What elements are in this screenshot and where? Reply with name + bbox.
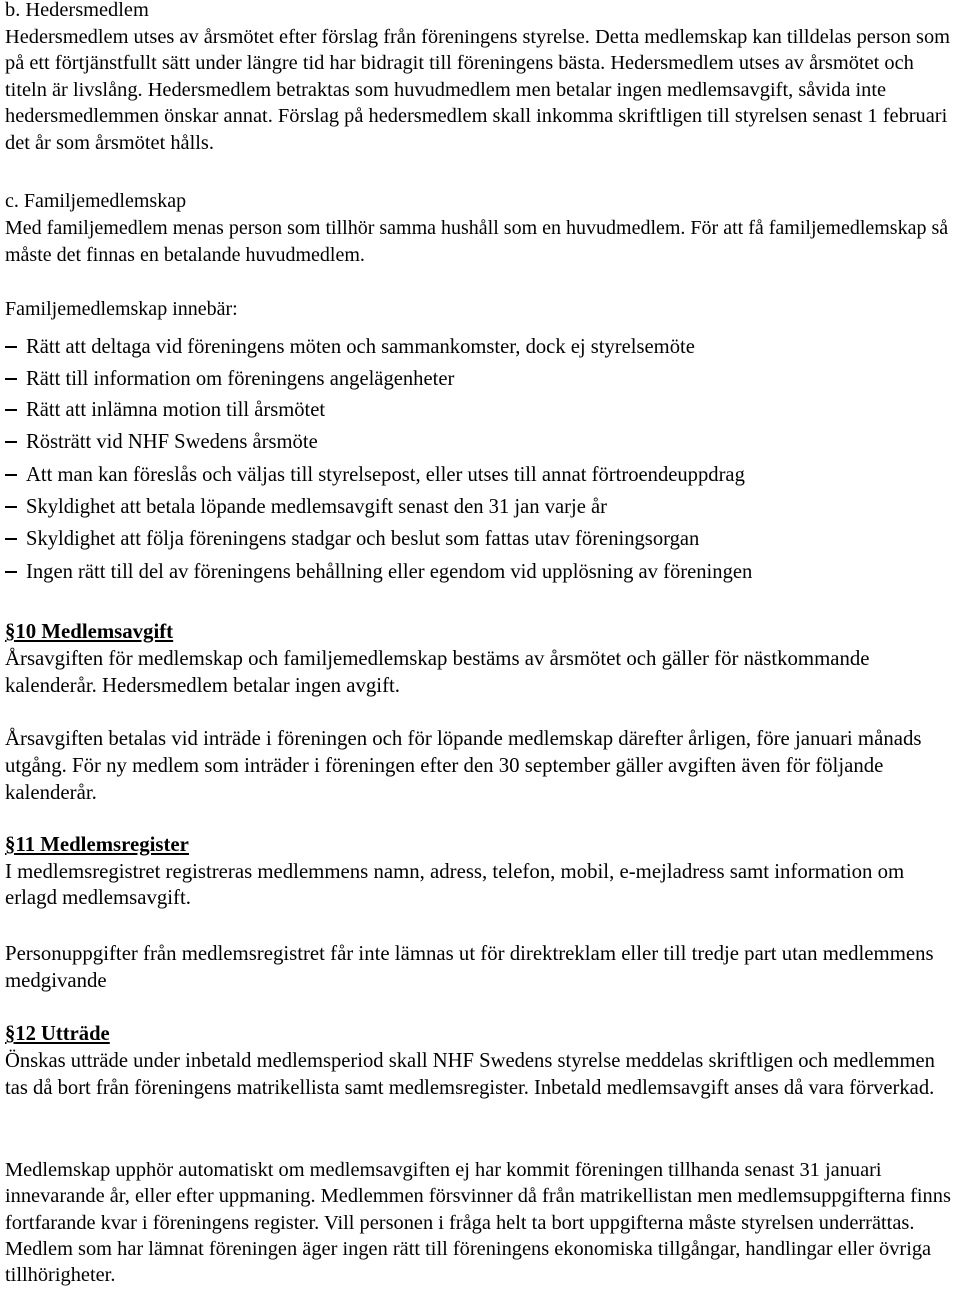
list-item: Ingen rätt till del av föreningens behållning eller egendom vid upplösning av föreningen	[5, 559, 752, 585]
dash-bullet	[5, 441, 17, 443]
section-10-paragraph: Årsavgiften betalas vid inträde i föreningen och för löpande medlemskap därefter årligen, före januari månads utgång. För ny medlem som inträder i föreningen efter den 30 september gäller avgiften även för följande kalenderår.	[5, 727, 922, 804]
familjemedlemskap-intro: Familjemedlemskap innebär:	[5, 298, 238, 320]
familjemedlemskap-body: Med familjemedlem menas person som tillhör samma hushåll som en huvudmedlem. För att få familjemedlemskap så måste det finnas en betalande huvudmedlem.	[5, 217, 949, 266]
section-11	[5, 832, 957, 912]
section-11-paragraph: Personuppgifter från medlemsregistret får inte lämnas ut för direktreklam eller till tredje part utan medlemmens medgivande	[5, 942, 934, 992]
list-item: Att man kan föreslås och väljas till styrelsepost, eller utses till annat förtroendeuppdrag	[5, 462, 745, 488]
list-item: Skyldighet att betala löpande medlemsavgift senast den 31 jan varje år	[5, 494, 607, 520]
familjemedlemskap-section	[5, 188, 957, 269]
section-10-paragraph: Årsavgiften för medlemskap och familjemedlemskap bestäms av årsmötet och gäller för nästkommande kalenderår. Hedersmedlem betalar ingen avgift.	[5, 647, 870, 697]
section-10-heading	[5, 618, 957, 645]
section-12	[5, 1021, 957, 1102]
list-item: Rösträtt vid NHF Swedens årsmöte	[5, 429, 318, 455]
section-12-title: 12 Utträde	[15, 1023, 110, 1045]
section-10	[5, 618, 957, 699]
hedersmedlem-body: Hedersmedlem utses av årsmötet efter förslag från föreningens styrelse. Detta medlemskap kan tilldelas person som på ett förtjänstfullt sätt under längre tid har bidragit till föreningens bästa. Hedersmedlem utses av årsmötet och titeln är livslång. Hedersmedlem betraktas som huvudmedlem men betalar ingen medlemsavgift, såvida inte hedersmedlemmen önskar annat. Förslag på hedersmedlem skall inkomma skriftligen till styrelsen senast 1 februari det år som årsmötet hålls.	[5, 25, 951, 154]
section-12-paragraph: Medlemskap upphör automatiskt om medlemsavgiften ej har kommit föreningen tillhanda senast 31 januari innevarande år, eller efter uppmaning. Medlemmen försvinner då från matrikellistan men medlemsuppgifterna finns fortfarande kvar i föreningens register. Vill personen i fråga helt ta bort uppgifterna måste styrelsen underrättas. Medlem som har lämnat föreningen äger ingen rätt till föreningens ekonomiska tillgångar, handlingar eller övriga tillhörigheter.	[5, 1159, 951, 1287]
dash-bullet	[5, 571, 17, 573]
section-symbol: §	[5, 620, 16, 643]
section-symbol: §	[5, 1023, 16, 1045]
dash-bullet	[5, 538, 17, 540]
dash-bullet	[5, 378, 17, 380]
hedersmedlem-section	[5, 0, 957, 157]
section-12-paragraph: Önskas utträde under inbetald medlemsperiod skall NHF Swedens styrelse meddelas skriftligen och medlemmen tas då bort från föreningens matrikellista samt medlemsregister. Inbetald medlemsavgift anses då vara förverkad.	[5, 1050, 935, 1099]
dash-bullet	[5, 474, 17, 476]
dash-bullet	[5, 346, 17, 348]
list-item: Rätt till information om föreningens angelägenheter	[5, 366, 454, 392]
section-11-title: 11 Medlemsregister	[15, 833, 189, 856]
section-11-heading	[5, 832, 957, 859]
list-item: Skyldighet att följa föreningens stadgar och beslut som fattas utav föreningsorgan	[5, 526, 699, 552]
hedersmedlem-title: b. Hedersmedlem	[5, 0, 149, 21]
section-12-heading	[5, 1021, 957, 1048]
list-item: Rätt att deltaga vid föreningens möten och sammankomster, dock ej styrelsemöte	[5, 334, 695, 360]
section-10-title: 10 Medlemsavgift	[15, 620, 174, 643]
list-item: Rätt att inlämna motion till årsmötet	[5, 397, 325, 423]
section-symbol: §	[5, 833, 16, 856]
section-11-paragraph: I medlemsregistret registreras medlemmens namn, adress, telefon, mobil, e-mejladress samt information om erlagd medlemsavgift.	[5, 859, 905, 909]
dash-bullet	[5, 506, 17, 508]
dash-bullet	[5, 409, 17, 411]
familjemedlemskap-title: c. Familjemedlemskap	[5, 190, 187, 212]
